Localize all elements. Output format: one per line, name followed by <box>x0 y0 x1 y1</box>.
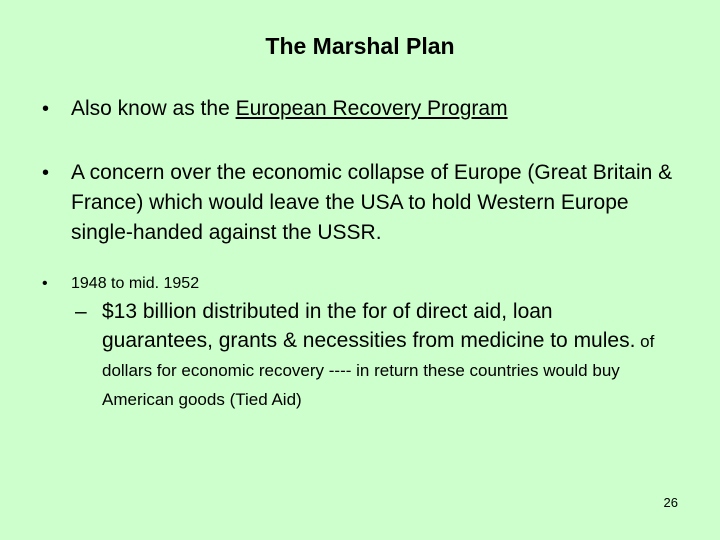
dash-icon: – <box>75 300 87 323</box>
sub-bullet-small: of dollars for economic recovery ---- in return these countries would buy American goods (Tied Aid) <box>102 332 655 409</box>
slide-title: The Marshal Plan <box>265 33 455 59</box>
bullet-icon: • <box>42 98 50 120</box>
underlined-term: European Recovery Program <box>235 97 508 120</box>
bullet-text-prefix: Also know as the <box>71 97 236 120</box>
bullet-icon: • <box>42 275 48 292</box>
bullet-item <box>42 94 508 124</box>
bullet-item <box>42 158 682 248</box>
sub-bullet-main: $13 billion distributed in the for of direct aid, loan guarantees, grants & necessities from medicine to mules. <box>102 300 636 352</box>
sub-bullet-item <box>75 297 665 413</box>
bullet-item <box>42 272 199 296</box>
bullet-text: 1948 to mid. 1952 <box>71 275 200 292</box>
bullet-text: A concern over the economic collapse of Europe (Great Britain & France) which would leave the USA to hold Western Europe single-handed against the USSR. <box>71 161 673 244</box>
bullet-icon: • <box>42 162 50 184</box>
sub-bullet-text <box>102 297 665 413</box>
page-number: 26 <box>663 495 678 510</box>
bullet-text <box>71 94 508 124</box>
